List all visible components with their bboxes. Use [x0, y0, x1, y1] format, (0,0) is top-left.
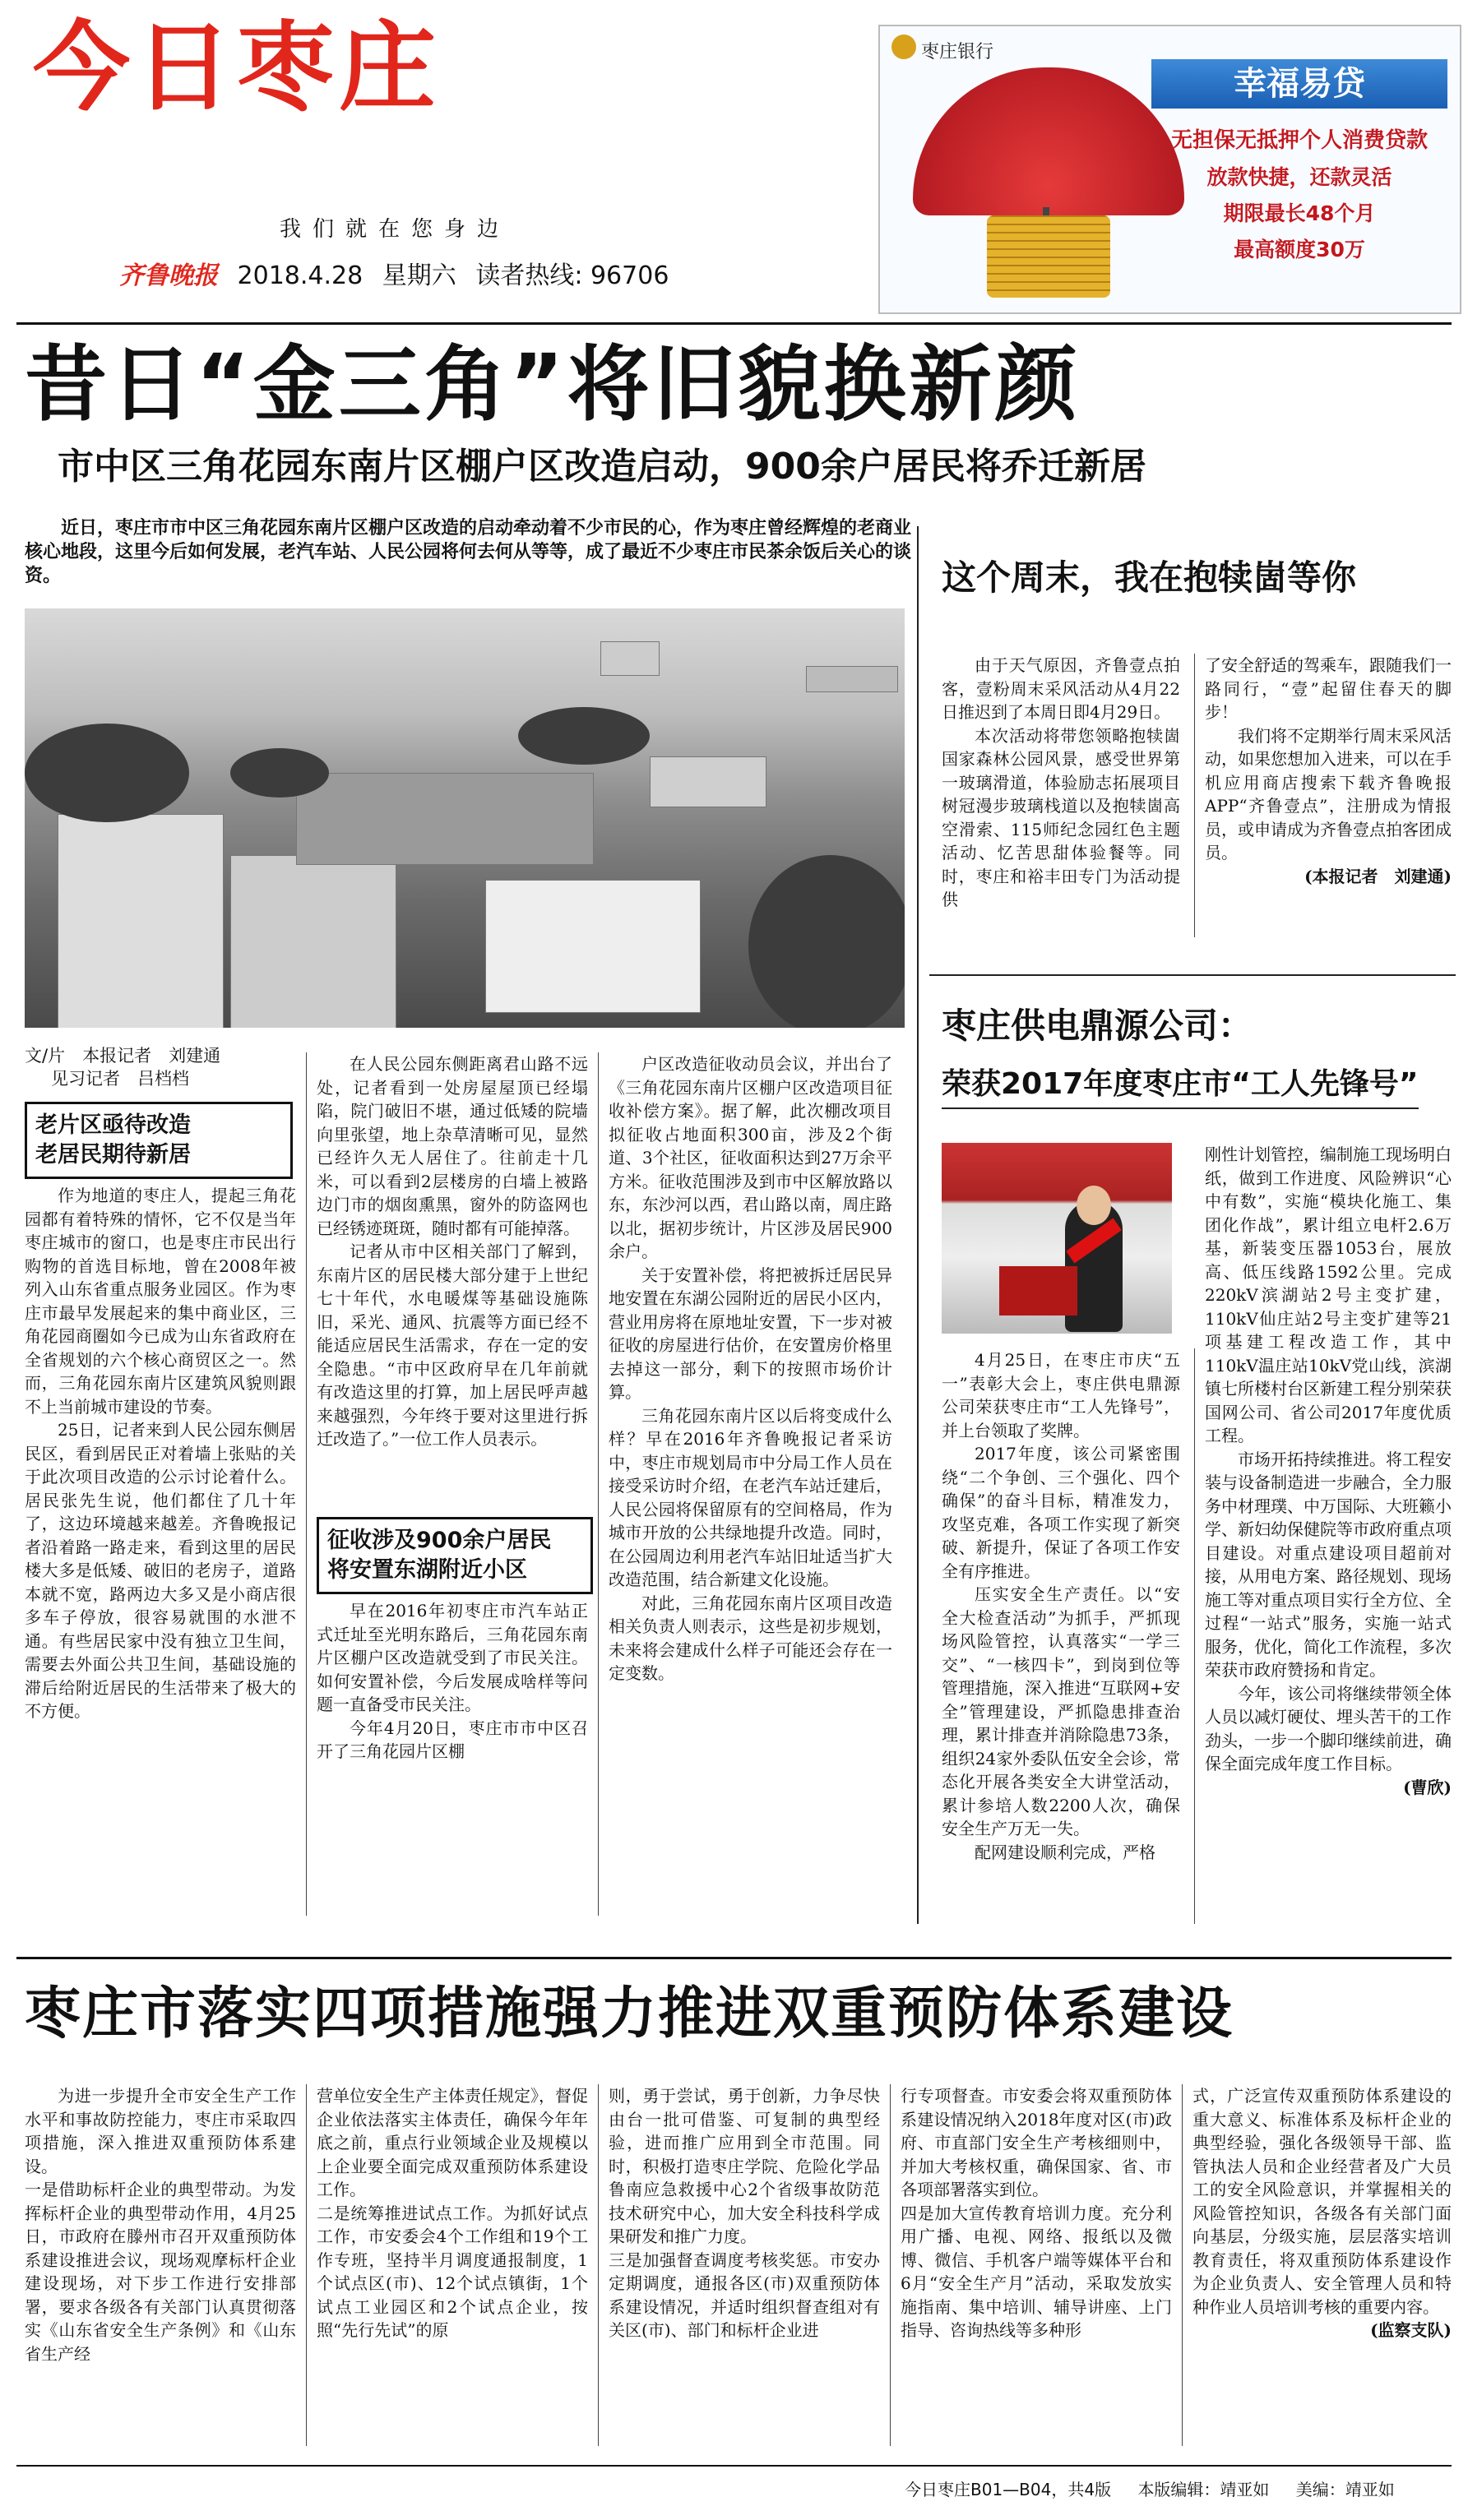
weekend-signer: (本报记者 刘建通)	[1304, 866, 1452, 886]
main-col2-para-1: 在人民公园东侧距离君山路不远处，记者看到一处房屋屋顶已经塌陷，院门破旧不堪，通过低矮的院墙向里张望，地上杂草清晰可见，显然已经许久无人居住了。往前走十几米，可以看到2层楼房的白墙上被路边门市的烟囱熏黑，窗外的防盗网也已经锈迹斑斑，随时都有可能掉落。	[317, 1054, 588, 1238]
power-column-left	[942, 1348, 1180, 1864]
footer-pages: 今日枣庄B01—B04，共4版	[905, 2480, 1112, 2499]
bottom-column-3: 则，勇于尝试，勇于创新，力争尽快由台一批可借鉴、可复制的典型经验，进而推广应用到全市范围。同时，积极打造枣庄学院、危险化学品鲁南应急救援中心2个省级事故防范技术研究中心，加大安全科技科学成果研发和推广力度。 三是加强督查调度考核奖惩。市安办定期调度，通报各区(市)双重预防体系建设情况，并适时组织督查组对有关区(市)、部门和标杆企业进	[609, 2086, 880, 2340]
bottom-para-5: 式，广泛宣传双重预防体系建设的重大意义、标准体系及标杆企业的典型经验，强化各级领导干部、监管执法人员和企业经营者及广大员工的安全风险意识，并掌握相关的风险管控知识，各级各有关部门面向基层，分级实施，层层落实培训教育责任，将双重预防体系建设作为企业负责人、安全管理人员和特种作业人员培训考核的重要内容。	[1192, 2086, 1452, 2317]
main-byline	[25, 1044, 220, 1090]
main-column-2	[317, 1052, 588, 1451]
bottom-column-4: 行专项督查。市安委会将双重预防体系建设情况纳入2018年度对区(市)政府、市直部门安全生产考核细则中，并加大考核权重，确保国家、省、市各项部署落实到位。 四是加大宣传教育培训力度。充分利用广播、电视、网络、报纸以及微博、微信、手机客户端等媒体平台和6月“安全生产月”活动，采取发放实施指南、集中培训、辅导讲座、上门指导、咨询热线等多种形	[901, 2086, 1172, 2340]
masthead-divider	[16, 322, 1452, 325]
main-column-3	[609, 1052, 892, 1685]
column-rule	[306, 1052, 307, 1916]
aerial-city-photo	[25, 608, 905, 1028]
main-col3-para-4: 对此，三角花园东南片区项目改造相关负责人则表示，这些是初步规划，未来将会建成什么样子可能还会存在一定变数。	[609, 1593, 892, 1683]
power-headline-2: 荣获2017年度枣庄市“工人先锋号”	[942, 1065, 1419, 1109]
column-rule	[1194, 654, 1195, 937]
main-column-1	[25, 1184, 296, 1723]
section-divider	[917, 526, 919, 1924]
power-para-1: 4月25日，在枣庄市庆“五一”表彰大会上，枣庄供电鼎源公司荣获枣庄市“工人先锋号”，并上台领取了奖牌。	[942, 1350, 1180, 1440]
column-rule	[1182, 2084, 1183, 2446]
power-para-top: 刚性计划管控，编制施工现场明白纸，做到工作进度、风险辨识“心中有数”，实施“模块化施工、集团化作战”，累计组立电杆2.6万基，新装变压器1053台，展放高、低压线路1592公里。完成220kV滨湖站2号主变扩建，110kV仙庄站2号主变扩建等21项基建工程改造工作，其中110kV温庄站10kV党山线，滨湖镇七所楼村台区新建工程分别荣获国网公司、省公司2017年度优质工程。	[1205, 1144, 1452, 1445]
power-para-plan: 今年，该公司将继续带领全体人员以减灯硬仗、埋头苦干的工作劲头，一步一个脚印继续前进，确保全面完成年度工作目标。	[1205, 1683, 1452, 1773]
ad-title: 幸福易贷	[1151, 59, 1447, 109]
bank-logo-icon	[891, 35, 916, 59]
power-column-right	[1205, 1143, 1452, 1799]
power-para-2: 2017年度，该公司紧密围绕“二个争创、三个强化、四个确保”的奋斗目标，精准发力，攻坚克难，各项工作实现了新突破、新提升，保证了各项工作安全有序推进。	[942, 1444, 1180, 1581]
main-column-2b	[317, 1599, 588, 1764]
section-divider	[16, 1957, 1452, 1959]
bottom-column-1: 为进一步提升全市安全生产工作水平和事故防控能力，枣庄市采取四项措施，深入推进双重预防体系建设。 一是借助标杆企业的典型带动。为发挥标杆企业的典型带动作用，4月25日，市政府在滕州市召开双重预防体系建设推进会议，现场观摩标杆企业建设现场，对下步工作进行安排部署，要求各级各有关部门认真贯彻落实《山东省安全生产条例》和《山东省生产经	[25, 2086, 296, 2364]
ad-line-1: 无担保无抵押个人消费贷款	[1170, 128, 1428, 153]
column-rule	[1194, 1348, 1195, 1924]
weekend-headline: 这个周末，我在抱犊崮等你	[942, 557, 1357, 598]
main-col3-para-1: 户区改造征收动员会议，并出台了《三角花园东南片区棚户区改造项目征收补偿方案》。据了解，此次棚改项目拟征收占地面积300亩，涉及2个街道、3个社区，征收面积达到27万余平方米。征收范围涉及到市中区解放路以东，东沙河以西，君山路以南，周庄路以北，据初步统计，片区涉及居民900余户。	[609, 1054, 892, 1261]
main-col3-para-3: 三角花园东南片区以后将变成什么样？早在2016年齐鲁晚报记者采访中，枣庄市规划局市中分局工作人员在接受采访时介绍，在老汽车站迁建后，人民公园将保留原有的空间格局，作为城市开放的公共绿地提升改造。同时，在公园周边利用老汽车站旧址适当扩大改造范围，结合新建文化设施。	[609, 1405, 892, 1589]
column-rule	[598, 2084, 599, 2446]
byline-reporters: 文/片 本报记者 刘建通	[25, 1046, 221, 1066]
bottom-column-2: 营单位安全生产主体责任规定》，督促企业依法落实主体责任，确保今年年底之前，重点行业领域企业及规模以上企业要全面完成双重预防体系建设工作。 二是统筹推进试点工作。为抓好试点工作，市安委会4个工作组和19个工作专班，坚持半月调度通报制度，1个试点区(市)、12个试点镇街，1个试点工业园区和2个试点企业，按照“先行先试”的原	[317, 2086, 588, 2340]
bank-advertisement	[878, 25, 1461, 314]
ad-bank-name: 枣庄银行	[921, 42, 994, 62]
column-rule	[890, 2084, 891, 2446]
main-col3-para-2: 关于安置补偿，将把被拆迁居民异地安置在东湖公园附近的居民小区内，营业用房将在原地址安置，下一步对被征收的房屋进行估价，在安置房价格里去掉这一部分，剩下的按照市场价计算。	[609, 1265, 892, 1402]
bottom-headline: 枣庄市落实四项措施强力推进双重预防体系建设	[25, 1981, 1234, 2046]
footer-rule	[16, 2465, 1452, 2467]
main-col2-para-4: 今年4月20日，枣庄市市中区召开了三角花园片区棚	[317, 1718, 588, 1761]
main-col2-para-3: 早在2016年初枣庄市汽车站正式迁址至光明东路后，三角花园东南片区棚户区改造就受到了市民关注。如何安置补偿，今后发展成啥样等问题一直备受市民关注。	[317, 1601, 588, 1714]
ad-line-4: 最高额度30万	[1234, 238, 1365, 261]
section-divider	[929, 974, 1456, 976]
ad-line-3: 期限最长48个月	[1223, 201, 1376, 225]
footer-editor: 本版编辑：靖亚如	[1137, 2480, 1270, 2499]
weekend-para-4: 我们将不定期举行周末采风活动，如果您想加入进来，可以在手机应用商店搜索下载齐鲁晚报APP“齐鲁壹点”，注册成为情报员，或申请成为齐鲁壹点拍客团成员。	[1205, 725, 1452, 862]
footer-designer: 美编：靖亚如	[1295, 2480, 1395, 2499]
weekend-para-3: 了安全舒适的驾乘车，跟随我们一路同行，“壹”起留住春天的脚步！	[1205, 655, 1452, 722]
weekend-column-1	[942, 654, 1180, 912]
main-col2-para-2: 记者从市中区相关部门了解到，东南片区的居民楼大部分建于上世纪七十年代，水电暖煤等基础设施陈旧，采光、通风、抗震等方面已经不能适应居民生活需求，存在一定的安全隐患。“市中区政府早在几年前就有改造这里的打算，加上居民呼声越来越强烈，今年终于要对这里进行拆迁改造了。”一位工作人员表示。	[317, 1242, 588, 1449]
masthead-slogan: 我们就在您身边	[280, 217, 511, 242]
main-headline: 昔日“金三角”将旧貌换新颜	[25, 336, 1081, 432]
award-ceremony-photo	[942, 1143, 1172, 1334]
main-lead: 近日，枣庄市市中区三角花园东南片区棚户区改造的启动牵动着不少市民的心，作为枣庄曾经辉煌的老商业核心地段，这里今后如何发展，老汽车站、人民公园将何去何从等等，成了最近不少枣庄市民茶余饭后关心的谈资。	[25, 518, 912, 586]
bottom-signer: (监察支队)	[1370, 2320, 1452, 2340]
subhead-box-1: 老片区亟待改造 老居民期待新居	[25, 1102, 293, 1179]
power-para-4: 配网建设顺利完成，严格	[975, 1842, 1155, 1862]
bottom-column-5	[1192, 2084, 1452, 2342]
subhead-box-2: 征收涉及900余户居民 将安置东湖附近小区	[317, 1517, 593, 1594]
dateline	[119, 255, 680, 291]
power-signer: (曹欣)	[1403, 1777, 1452, 1797]
column-rule	[598, 1052, 599, 1916]
main-subhead: 市中区三角花园东南片区棚户区改造启动，900余户居民将乔迁新居	[58, 446, 1146, 488]
power-para-market: 市场开拓持续推进。将工程安装与设备制造进一步融合，全力服务中材理璞、中万国际、大班籁小学、新妇幼保健院等市政府重点项目建设。对重点建设项目超前对接，从用电方案、路径规划、现场施工等对重点项目实行全方位、全过程“一站式”服务，实施一站式服务，优化，简化工作流程，多次荣获市政府赞扬和肯定。	[1205, 1449, 1452, 1680]
main-col1-para-2: 25日，记者来到人民公园东侧居民区，看到居民正对着墙上张贴的关于此次项目改造的公示讨论着什么。居民张先生说，他们都住了几十年了，这边环境越来越差。齐鲁晚报记者沿着路一路走来，看到这里的居民楼大多是低矮、破旧的老房子，道路本就不宽，路两边大多又是小商店很多车子停放，很容易就围的水泄不通。有些居民家中没有独立卫生间，需要去外面公共卫生间，基础设施的滞后给附近居民的生活带来了极大的不方便。	[25, 1420, 296, 1721]
weekend-column-2	[1205, 654, 1452, 888]
power-headline-1: 枣庄供电鼎源公司：	[942, 1006, 1253, 1046]
byline-intern: 见习记者 吕档档	[51, 1069, 189, 1089]
gold-coins-icon	[987, 215, 1110, 298]
weekend-para-2: 本次活动将带您领略抱犊崮国家森林公园风景，感受世界第一玻璃滑道，体验励志拓展项目树冠漫步玻璃栈道以及抱犊崮高空滑索、115师纪念园红色主题活动、忆苦思甜体验餐等。同时，枣庄和裕丰田专门为活动提供	[942, 725, 1180, 909]
issue-weekday: 星期六	[382, 261, 456, 290]
power-para-3: 压实安全生产责任。以“安全大检查活动”为抓手，严抓现场风险管控，认真落实“一学三交”、“一核四卡”，到岗到位等管理措施，深入推进“互联网+安全”管理建设，严抓隐患排查治理，累计排查并消除隐患73条，组织24家外委队伍安全会诊，常态化开展各类安全大讲堂活动，累计参培人数2200人次，确保安全生产万无一失。	[942, 1584, 1180, 1838]
ad-line-2: 放款快捷，还款灵活	[1206, 165, 1392, 189]
main-col1-para-1: 作为地道的枣庄人，提起三角花园都有着特殊的情怀，它不仅是当年枣庄城市的窗口，也是枣庄市民出行购物的首选目标地，曾在2008年被列入山东省重点服务业园区。作为枣庄市最早发展起来的集中商业区，三角花园商圈如今已成为山东省政府在全省规划的六个核心商贸区之一。然而，三角花园东南片区建筑风貌则跟不上当前城市建设的节奏。	[25, 1186, 296, 1417]
reader-hotline: 读者热线: 96706	[475, 261, 669, 290]
weekend-para-1: 由于天气原因，齐鲁壹点拍客，壹粉周末采风活动从4月22日推迟到了本周日即4月29日。	[942, 655, 1180, 722]
newspaper-brand: 齐鲁晚报	[119, 261, 218, 290]
column-rule	[306, 2084, 307, 2446]
masthead-title: 今日枣庄	[33, 11, 442, 124]
issue-date: 2018.4.28	[237, 261, 364, 290]
page-footer	[905, 2476, 1416, 2500]
